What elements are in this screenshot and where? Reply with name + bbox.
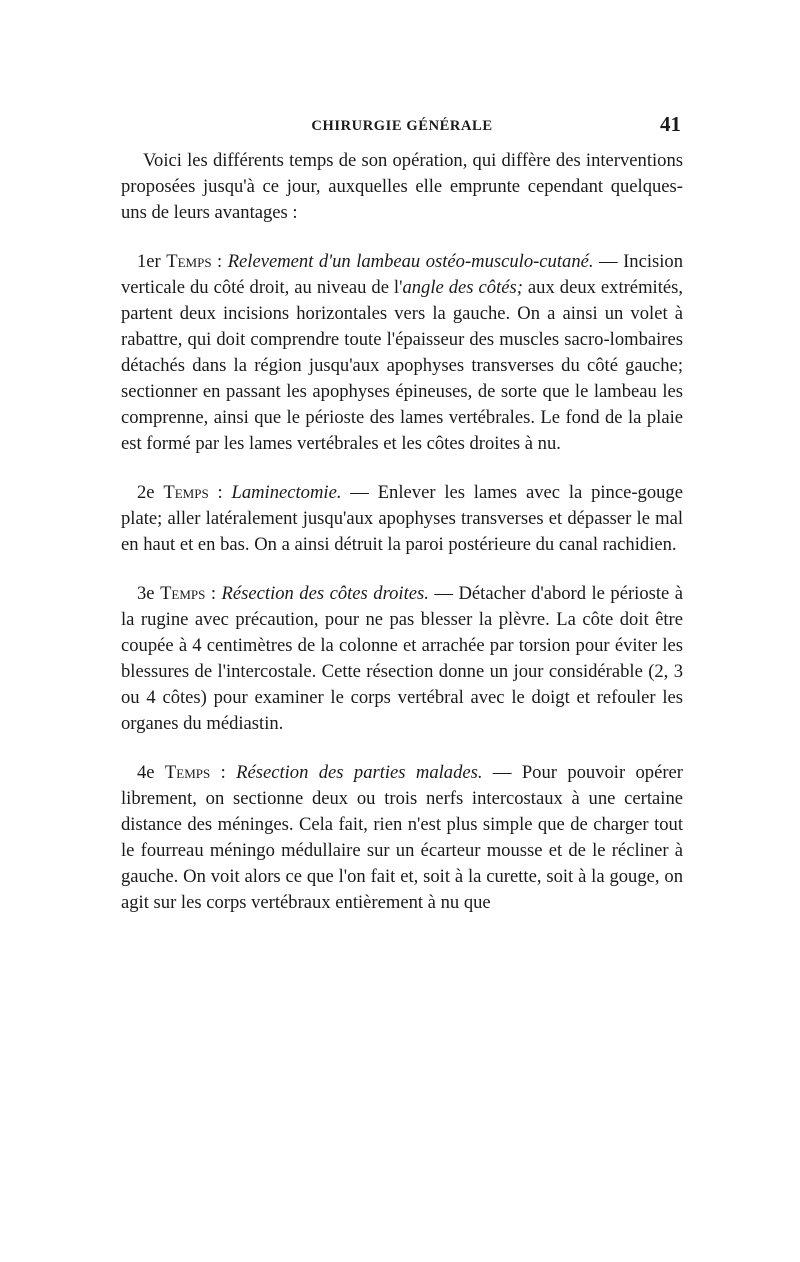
step-1-emphasis: angle des côtés; — [402, 277, 523, 298]
step-1-body-before: — Incision verticale du côté droit, au niveau de l' — [121, 251, 683, 298]
book-page — [121, 112, 683, 916]
step-2-number: 2e — [137, 482, 155, 503]
step-3-paragraph — [121, 581, 683, 737]
intro-paragraph: Voici les différents temps de son opération, qui diffère des interventions proposées jusqu'à ce jour, auxquelles elle emprunte cependant quelques-uns de leurs avantages : — [121, 150, 683, 223]
running-head — [121, 112, 683, 140]
step-2-body: — Enlever les lames avec la pince-gouge plate; aller latéralement jusqu'aux apophyses transverses et dépasser le mal en haut et en bas. On a ainsi détruit la paroi postérieure du canal rachidien. — [121, 482, 683, 555]
step-3-title: Résection des côtes droites. — [221, 583, 429, 604]
step-1-title: Relevement d'un lambeau ostéo-musculo-cutané. — [227, 251, 594, 272]
step-2-paragraph — [121, 480, 683, 558]
step-4-number: 4e — [137, 762, 155, 783]
step-1-paragraph — [121, 249, 683, 457]
step-2-title: Laminectomie. — [231, 482, 342, 503]
step-3-number: 3e — [137, 583, 155, 604]
step-4-label: Temps : — [164, 762, 226, 783]
step-3-body: — Détacher d'abord le périoste à la rugine avec précaution, pour ne pas blesser la plèvre. La côte doit être coupée à 4 centimètres de la colonne et arrachée par torsion pour éviter les blessures de l'intercostale. Cette résection donne un jour considérable (2, 3 ou 4 côtes) pour examiner le corps vertébral avec le doigt et refouler les organes du médiastin. — [121, 583, 684, 734]
running-title: CHIRURGIE GÉNÉRALE — [311, 118, 493, 134]
step-1-label: Temps : — [166, 251, 223, 272]
step-4-title: Résection des parties malades. — [236, 762, 483, 783]
step-4-paragraph — [121, 760, 683, 916]
step-3-label: Temps : — [160, 583, 217, 604]
step-2-label: Temps : — [163, 482, 223, 503]
step-4-body: — Pour pouvoir opérer librement, on sectionne deux ou trois nerfs intercostaux à une certaine distance des méninges. Cela fait, rien n'est plus simple que de charger tout le fourreau méningo médullaire sur un écarteur mousse et de le récliner à gauche. On voit alors ce que l'on fait et, soit à la curette, soit à la gouge, on agit sur les corps vertébraux entièrement à nu que — [121, 762, 683, 913]
page-number: 41 — [660, 112, 681, 136]
step-1-number: 1er — [137, 251, 161, 272]
step-1-body-after: aux deux extrémités, partent deux incisions horizontales vers la gauche. On a ainsi un volet à rabattre, qui doit comprendre toute l'épaisseur des muscles sacro-lombaires détachés dans la région jusqu'aux apophyses transverses du côté gauche; sectionner en passant les apophyses épineuses, de sorte que le lambeau les comprenne, ainsi que le périoste des lames vertébrales. Le fond de la plaie est formé par les lames vertébrales et les côtes droites à nu. — [121, 277, 683, 454]
